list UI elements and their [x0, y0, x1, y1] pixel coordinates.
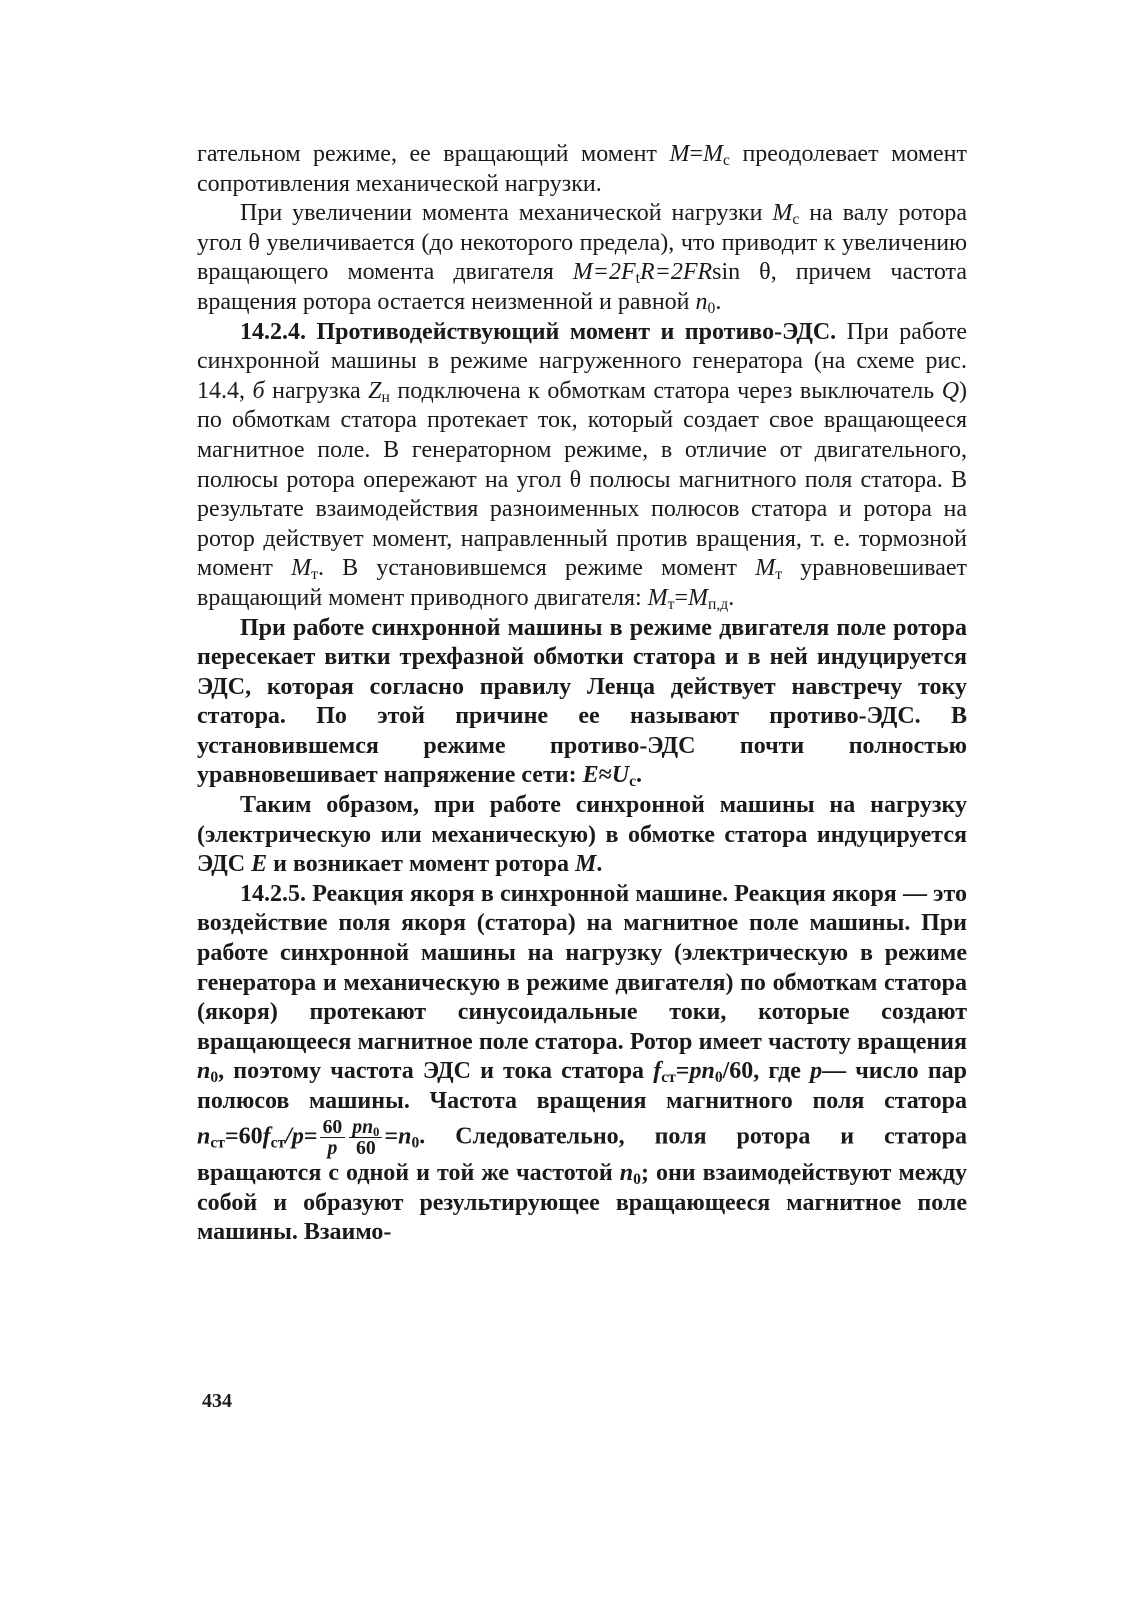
paragraph-1: гательном режиме, ее вращающий момент $M=M_c$ преодолевает момент сопротивления механической нагрузки. [197, 141, 967, 197]
section-heading: 14.2.5. Реакция якоря в синхронной машине. [240, 880, 729, 907]
paragraph-3: При работе синхронной машины в режиме двигателя поле ротора пересекает витки трехфазной обмотки статора и в ней индуцируется ЭДС, которая согласно правилу Ленца действует навстречу току статора. По этой причине ее называют противо-ЭДС. В установившемся режиме противо-ЭДС почти полностью уравновешивает напряжение сети: $E\approx U_c$. [197, 614, 967, 791]
body-text [197, 140, 967, 1248]
page-number: 434 [202, 1390, 232, 1412]
fraction-60-over-p: $\frac{60}{p}$ [320, 1117, 346, 1159]
section-14-2-5: 14.2.5. Реакция якоря в синхронной машине. Реакция якоря — это воздействие поля якоря (статора) на магнитное поле машины. При работе синхронной машины на нагрузку (электрическую в режиме генератора и механическую в режиме двигателя) по обмоткам статора (якоря) протекают синусоидальные токи, которые создают вращающееся магнитное поле статора. Ротор имеет частоту вращения $n_0$, поэтому частота ЭДС и тока статора $f_{ст}=pn_0/60$, где p— число пар полюсов машины. Частота вращения магнитного поля статора $n_{ст}=60f_{ст}/p=$ $\frac{60}{p}$ $\frac{pn_0}{60}$ $=n_0$. Следовательно, поля ротора и статора вращаются с одной и той же частотой $n_0$; они взаимодействуют между собой и образуют результирующее вращающееся магнитное поле машины. Взаимо- [197, 880, 968, 1246]
paragraph-2: При увеличении момента механической нагрузки $M_c$ на валу ротора угол θ увеличивается (до некоторого предела), что приводит к увеличению вращающего момента двигателя $M=2F_tR=2FRsin$ θ, причем частота вращения ротора остается неизменной и равной $n_0$. [197, 200, 967, 317]
fraction-pn0-over-60: $\frac{pn_0}{60}$ [349, 1117, 382, 1159]
paragraph-4: Таким образом, при работе синхронной машины на нагрузку (электрическую или механическую) в обмотке статора индуцируется ЭДС E и возникает момент ротора M. [197, 792, 967, 878]
section-heading: 14.2.4. Противодействующий момент и противо-ЭДС. [240, 318, 837, 345]
section-14-2-4: 14.2.4. Противодействующий момент и противо-ЭДС. При работе синхронной машины в режиме нагруженного генератора (на схеме рис. 14.4, б нагрузка $Z_н$ подключена к обмоткам статора через выключатель Q) по обмоткам статора протекает ток, который создает свое вращающееся магнитное поле. В генераторном режиме, в отличие от двигательного, полюсы ротора опережают на угол θ полюсы магнитного поля статора. В результате взаимодействия разноименных полюсов статора и ротора на ротор действует момент, направленный против вращения, т. е. тормозной момент $M_т$. В установившемся режиме момент $M_т$ уравновешивает вращающий момент приводного двигателя: $M_т=M_{п,д}$. [197, 318, 968, 613]
